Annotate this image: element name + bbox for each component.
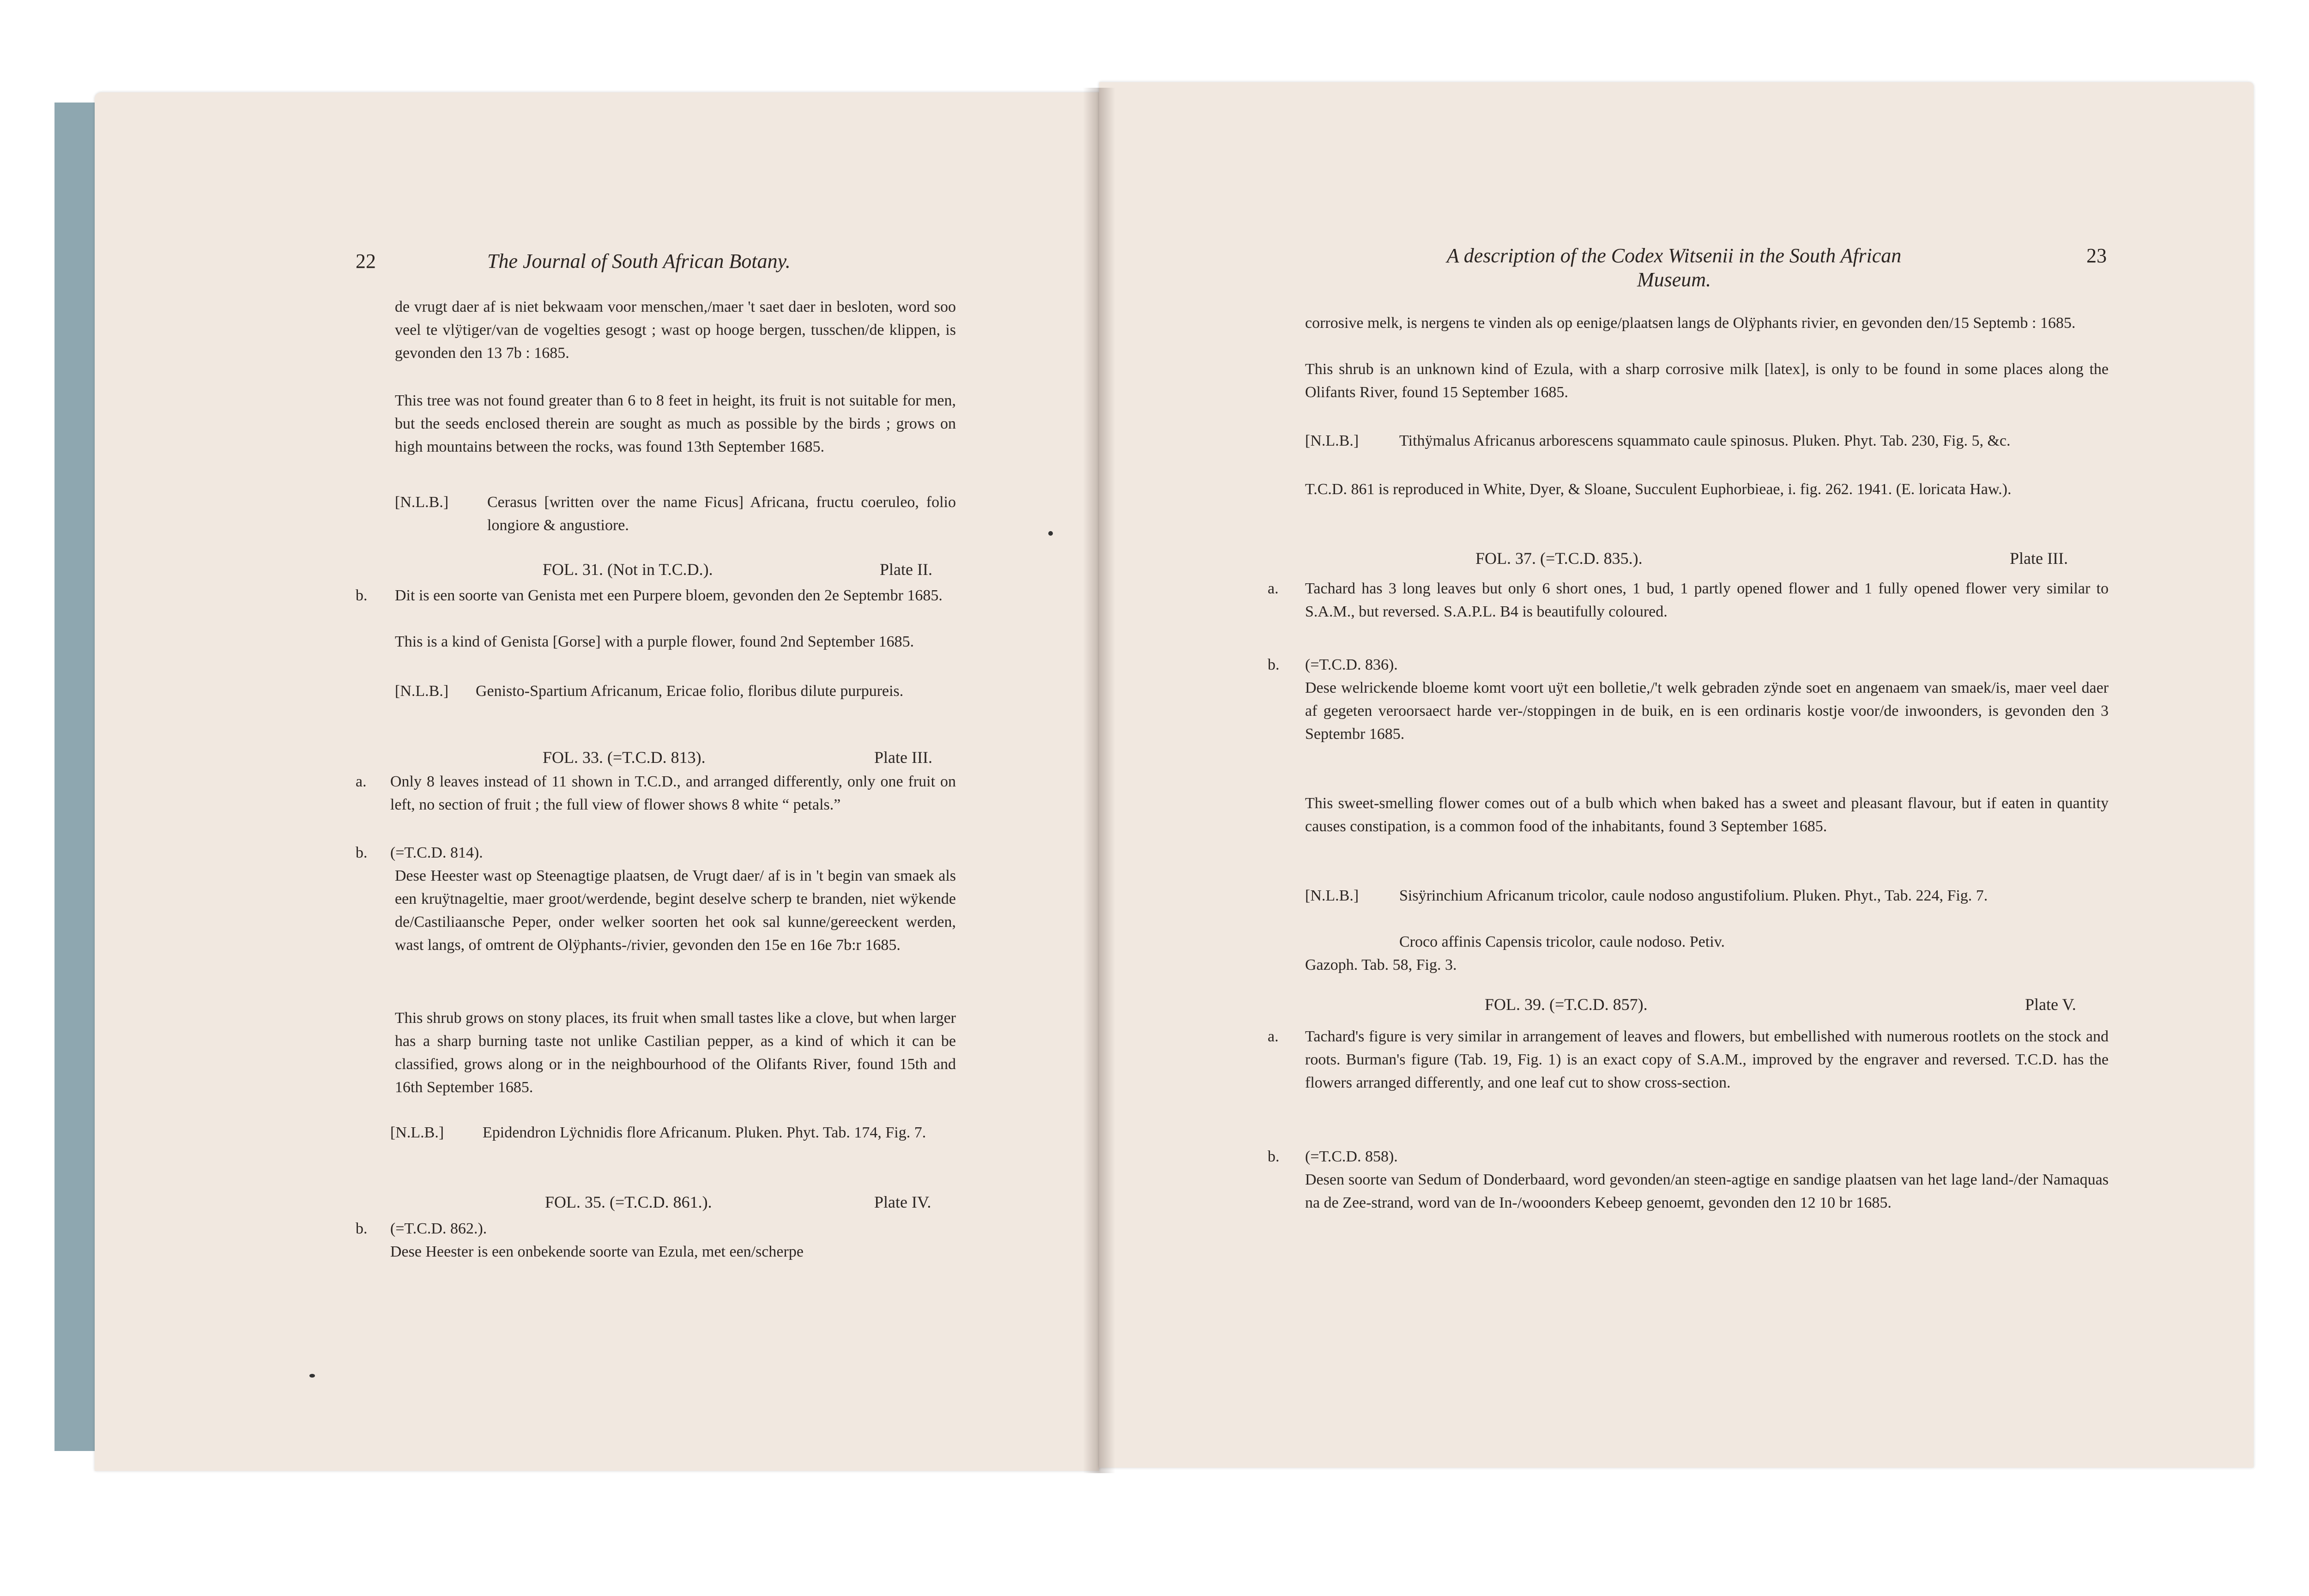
fol37-b-english: This sweet-smelling flower comes out of a bulb which when baked has a sweet and pleasant flavour, but if eaten in quantity causes constipation, is a common food of the inhabitants, found 3 September 1685. [1305, 795, 2109, 835]
fol33-b-marker: b. [356, 844, 368, 861]
fol39-heading: FOL. 39. (=T.C.D. 857). [1485, 995, 1648, 1014]
paper-speck [1048, 531, 1053, 536]
fol31-b-marker: b. [356, 587, 368, 604]
fol33-b-english: This shrub grows on stony places, its fruit when small tastes like a clove, but when larger has a sharp burning taste not unlike Castilian pepper, as a kind of which it can be classified, grows along or in the neighbourhood of the Olifants River, found 15th and 16th September 1685. [395, 1010, 956, 1096]
fol39-b-ref: (=T.C.D. 858). [1305, 1148, 1398, 1165]
fol33-a-text: Only 8 leaves instead of 11 shown in T.C.D., and arranged differently, only one fruit on left, no section of fruit ; the full view of flower shows 8 white “ petals.” [390, 773, 956, 813]
fol39-b-marker: b. [1268, 1148, 1280, 1165]
fol35-b-marker: b. [356, 1220, 368, 1237]
fol31-heading: FOL. 31. (Not in T.C.D.). [543, 560, 713, 579]
fol37-b-marker: b. [1268, 656, 1280, 673]
right-page-number: 23 [2086, 244, 2107, 267]
paper-speck [309, 1374, 315, 1378]
fol33-b-ref: (=T.C.D. 814). [390, 844, 483, 861]
intro-dutch-text: de vrugt daer af is niet bekwaam voor menschen,/maer 't saet daer in besloten, word soo veel te vlÿtiger/van de vogelties gesogt ; wast op hooge bergen, tusschen/de klippen, is gevonden den 13 7b : 1685. [395, 298, 956, 362]
fol33-nlb-label: [N.L.B.] [390, 1124, 444, 1141]
fol37-plate: Plate III. [2010, 549, 2068, 568]
fol39-a-marker: a. [1268, 1028, 1279, 1045]
book-gutter [1083, 88, 1115, 1473]
fol33-nlb-text: Epidendron Lÿchnidis flore Africanum. Pluken. Phyt. Tab. 174, Fig. 7. [483, 1124, 926, 1141]
cont-english-text: This shrub is an unknown kind of Ezula, with a sharp corrosive milk [latex], is only to be found in some places along the Olifants River, found 15 September 1685. [1305, 361, 2109, 401]
fol37-nlb-text3: Gazoph. Tab. 58, Fig. 3. [1305, 956, 1457, 973]
right-nlb-text: Tithÿmalus Africanus arborescens squammato caule spinosus. Pluken. Phyt. Tab. 230, Fig. 5, &c. [1399, 432, 2011, 449]
fol33-b-dutch: Dese Heester wast op Steenagtige plaatsen, de Vrugt daer/ af is in 't begin van smaek als een kruÿtnageltie, maer groot/werdende, begint deselve scherp te branden, niet wÿkende de/Castiliaansche Peper, onder welker soorten het ook sal kunne/gereeckent werden, wast langs, of omtrent de Olÿphants-/rivier, gevonden den 15e en 16e 7b:r 1685. [395, 867, 956, 954]
fol37-b-ref: (=T.C.D. 836). [1305, 656, 1398, 673]
fol33-plate: Plate III. [874, 748, 932, 767]
tcd-note: T.C.D. 861 is reproduced in White, Dyer, & Sloane, Succulent Euphorbieae, i. fig. 262. 1941. (E. loricata Haw.). [1305, 481, 2012, 498]
left-page-number: 22 [356, 250, 376, 272]
fol37-nlb-text2: Croco affinis Capensis tricolor, caule nodoso. Petiv. [1399, 933, 1725, 950]
cont-dutch-text: corrosive melk, is nergens te vinden als op eenige/plaatsen langs de Olÿphants rivier, en gevonden den/15 Septemb : 1685. [1305, 314, 2076, 332]
fol39-plate: Plate V. [2025, 995, 2076, 1014]
fol33-heading: FOL. 33. (=T.C.D. 813). [543, 748, 706, 767]
fol37-a-text: Tachard has 3 long leaves but only 6 short ones, 1 bud, 1 partly opened flower and 1 fully opened flower very similar to S.A.M., but reversed. S.A.P.L. B4 is beautifully coloured. [1305, 580, 2109, 620]
fol31-b-dutch: Dit is een soorte van Genista met een Purpere bloem, gevonden den 2e Septembr 1685. [395, 587, 943, 604]
fol35-b-dutch: Dese Heester is een onbekende soorte van Ezula, met een/scherpe [390, 1243, 804, 1260]
nlb-text: Cerasus [written over the name Ficus] Africana, fructu coeruleo, folio longiore & angustiore. [487, 494, 956, 534]
right-running-head-line2: Museum. [1637, 268, 1711, 291]
fol37-nlb-label: [N.L.B.] [1305, 887, 1359, 904]
fol39-b-dutch: Desen soorte van Sedum of Donderbaard, word gevonden/an steen-agtige en sandige plaatsen van het lage land-/der Namaquas na de Zee-strand, word van de In-/wooonders Kebeep genoemt, gevonden den 12 10 br 1685. [1305, 1171, 2109, 1211]
fol33-a-marker: a. [356, 773, 367, 790]
fol37-heading: FOL. 37. (=T.C.D. 835.). [1475, 549, 1643, 568]
fol31-b-english: This is a kind of Genista [Gorse] with a purple flower, found 2nd September 1685. [395, 633, 914, 650]
fol37-b-dutch: Dese welrickende bloeme komt voort uÿt een bolletie,/'t welk gebraden zÿnde soet en angenaem van smaek/is, maer veel daer af gegeten veroorsaect harde ver-/stoppingen in de buik, en is een ordinaris kostje voor/de inwoonders, is gevonden den 3 Septembr 1685. [1305, 679, 2109, 743]
fol31-nlb-text: Genisto-Spartium Africanum, Ericae folio, floribus dilute purpureis. [476, 683, 904, 700]
fol31-nlb-label: [N.L.B.] [395, 683, 449, 700]
fol35-b-ref: (=T.C.D. 862.). [390, 1220, 487, 1237]
right-running-head [1314, 244, 2034, 292]
nlb-label: [N.L.B.] [395, 494, 449, 511]
fol35-plate: Plate IV. [874, 1193, 931, 1211]
fol37-nlb-text1: Sisÿrinchium Africanum tricolor, caule nodoso angustifolium. Pluken. Phyt., Tab. 224, Fig. 7. [1399, 887, 1988, 904]
right-nlb-label: [N.L.B.] [1305, 432, 1359, 449]
fol39-a-text: Tachard's figure is very similar in arrangement of leaves and flowers, but embellished with numerous rootlets on the stock and roots. Burman's figure (Tab. 19, Fig. 1) is an exact copy of S.A.M., improved by the engraver and reversed. T.C.D. has the flowers arranged differently, and one leaf cut to show cross-section. [1305, 1028, 2109, 1091]
fol31-plate: Plate II. [880, 560, 932, 579]
fol37-a-marker: a. [1268, 580, 1279, 597]
right-running-head-line1: A description of the Codex Witsenii in the South African [1446, 244, 1902, 267]
fol35-heading: FOL. 35. (=T.C.D. 861.). [545, 1193, 712, 1211]
left-running-head: The Journal of South African Botany. [487, 250, 791, 272]
intro-english-text: This tree was not found greater than 6 to 8 feet in height, its fruit is not suitable for men, but the seeds enclosed therein are sought as much as possible by the birds ; grows on high mountains between the rocks, was found 13th September 1685. [395, 392, 956, 455]
